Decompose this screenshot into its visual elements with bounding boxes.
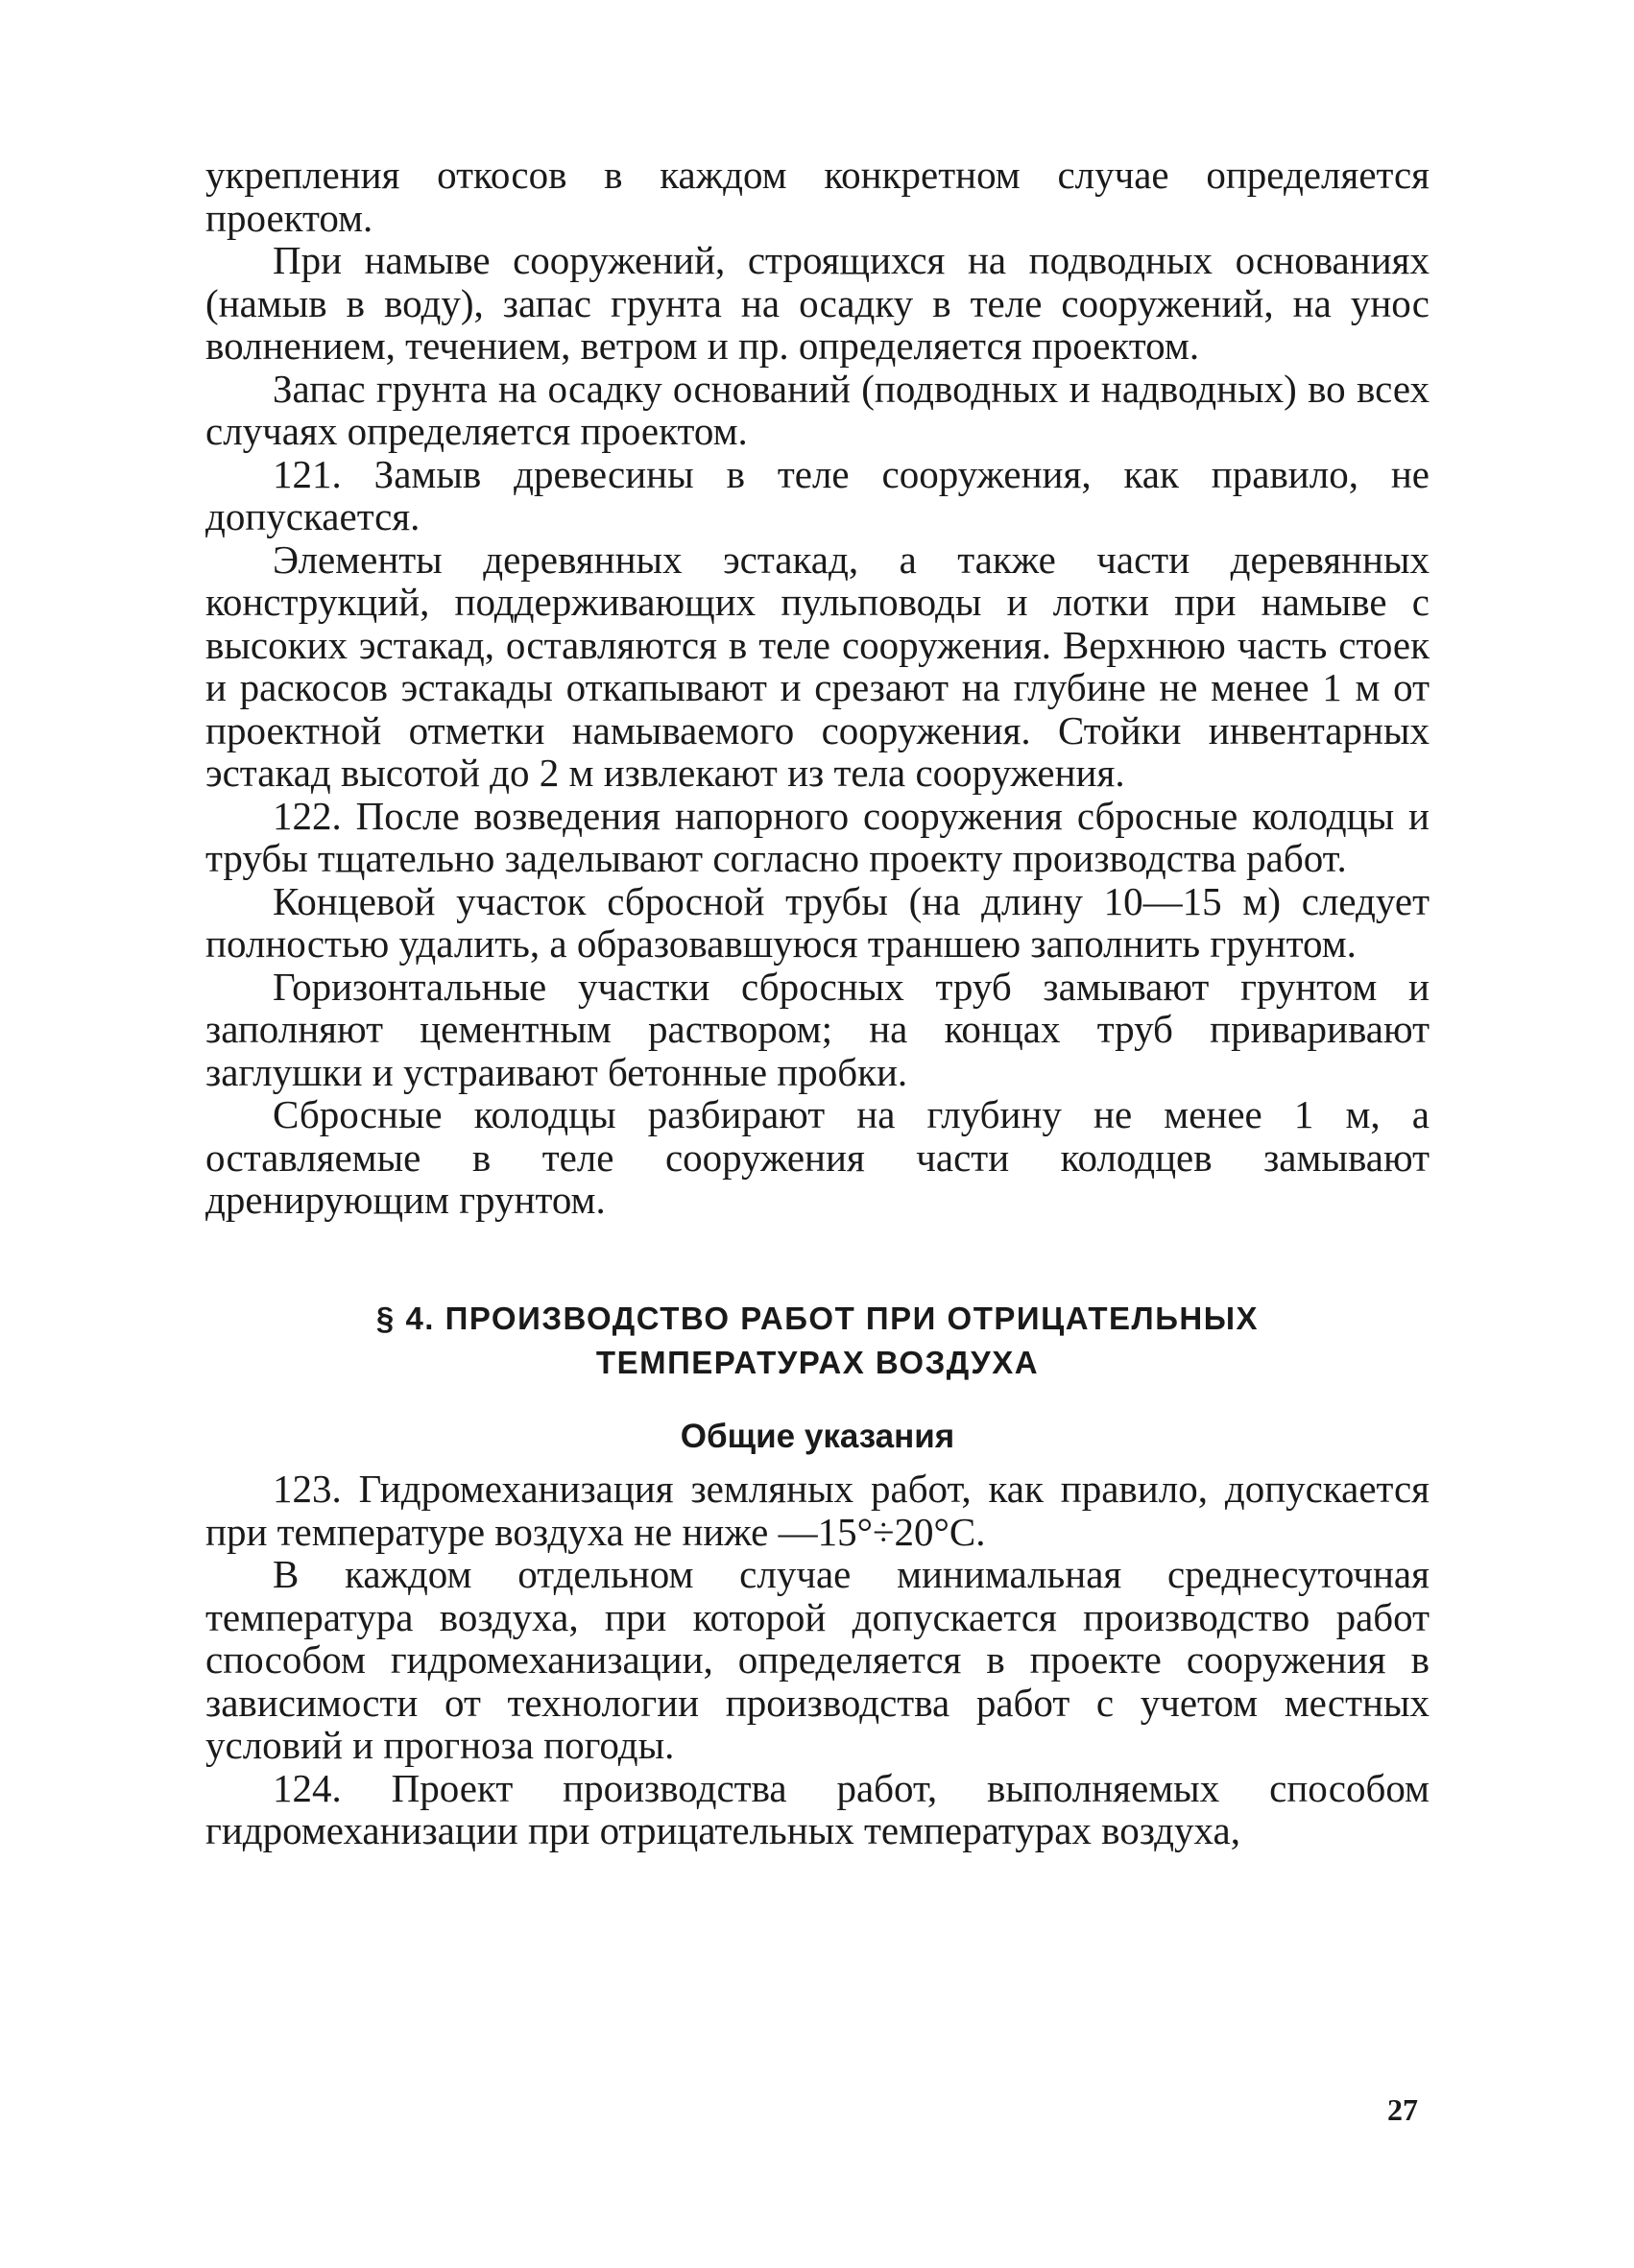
paragraph: Горизонтальные участки сбросных труб замывают грунтом и заполняют цементным раствором; на концах труб приваривают заглушки и устраивают бетонные пробки.: [205, 964, 1430, 1094]
paragraph: При намыве сооружений, строящихся на подводных основаниях (намыв в воду), запас грунта на осадку в теле сооружений, на унос волнением, течением, ветром и пр. определяется проектом.: [205, 238, 1430, 368]
document-page: [205, 154, 1430, 1852]
paragraph: В каждом отдельном случае минимальная среднесуточная температура воздуха, при которой допускается производство работ способом гидромеханизации, определяется в проекте сооружения в зависимости от технологии производства работ с учетом местных условий и прогноза погоды.: [205, 1552, 1430, 1767]
paragraph: 122. После возведения напорного сооружения сбросные колодцы и трубы тщательно заделывают согласно проекту производства работ.: [205, 793, 1430, 880]
paragraph: Запас грунта на осадку оснований (подводных и надводных) во всех случаях определяется проектом.: [205, 366, 1430, 453]
section-heading-line: § 4. ПРОИЗВОДСТВО РАБОТ ПРИ ОТРИЦАТЕЛЬНЫХ: [375, 1300, 1260, 1336]
section-heading-line: ТЕМПЕРАТУРАХ ВОЗДУХА: [595, 1344, 1040, 1380]
text-block-top: [205, 154, 1430, 1222]
paragraph: Концевой участок сбросной трубы (на длину 10—15 м) следует полностью удалить, а образовавшуюся траншею заполнить грунтом.: [205, 878, 1430, 966]
section-heading: [205, 1297, 1430, 1385]
paragraph: Сбросные колодцы разбирают на глубину не менее 1 м, а оставляемые в теле сооружения части колодцев замывают дренирующим грунтом.: [205, 1092, 1430, 1222]
paragraph: Элементы деревянных эстакад, а также части деревянных конструкций, поддерживающих пульповоды и лотки при намыве с высоких эстакад, оставляются в теле сооружения. Верхнюю часть стоек и раскосов эстакады откапывают и срезают на глубине не менее 1 м от проектной отметки намываемого сооружения. Стойки инвентарных эстакад высотой до 2 м извлекают из тела сооружения.: [205, 537, 1430, 795]
paragraph: укрепления откосов в каждом конкретном случае определяется проектом.: [205, 153, 1430, 240]
subheading: Общие указания: [680, 1417, 955, 1455]
paragraph: 121. Замыв древесины в теле сооружения, как правило, не допускается.: [205, 451, 1430, 538]
paragraph: 124. Проект производства работ, выполняемых способом гидромеханизации при отрицательных температурах воздуха,: [205, 1765, 1430, 1852]
text-block-bottom: [205, 1468, 1430, 1852]
page-number: 27: [1387, 2092, 1418, 2127]
paragraph: 123. Гидромеханизация земляных работ, как правило, допускается при температуре воздуха не ниже —15°÷20°С.: [205, 1467, 1430, 1554]
